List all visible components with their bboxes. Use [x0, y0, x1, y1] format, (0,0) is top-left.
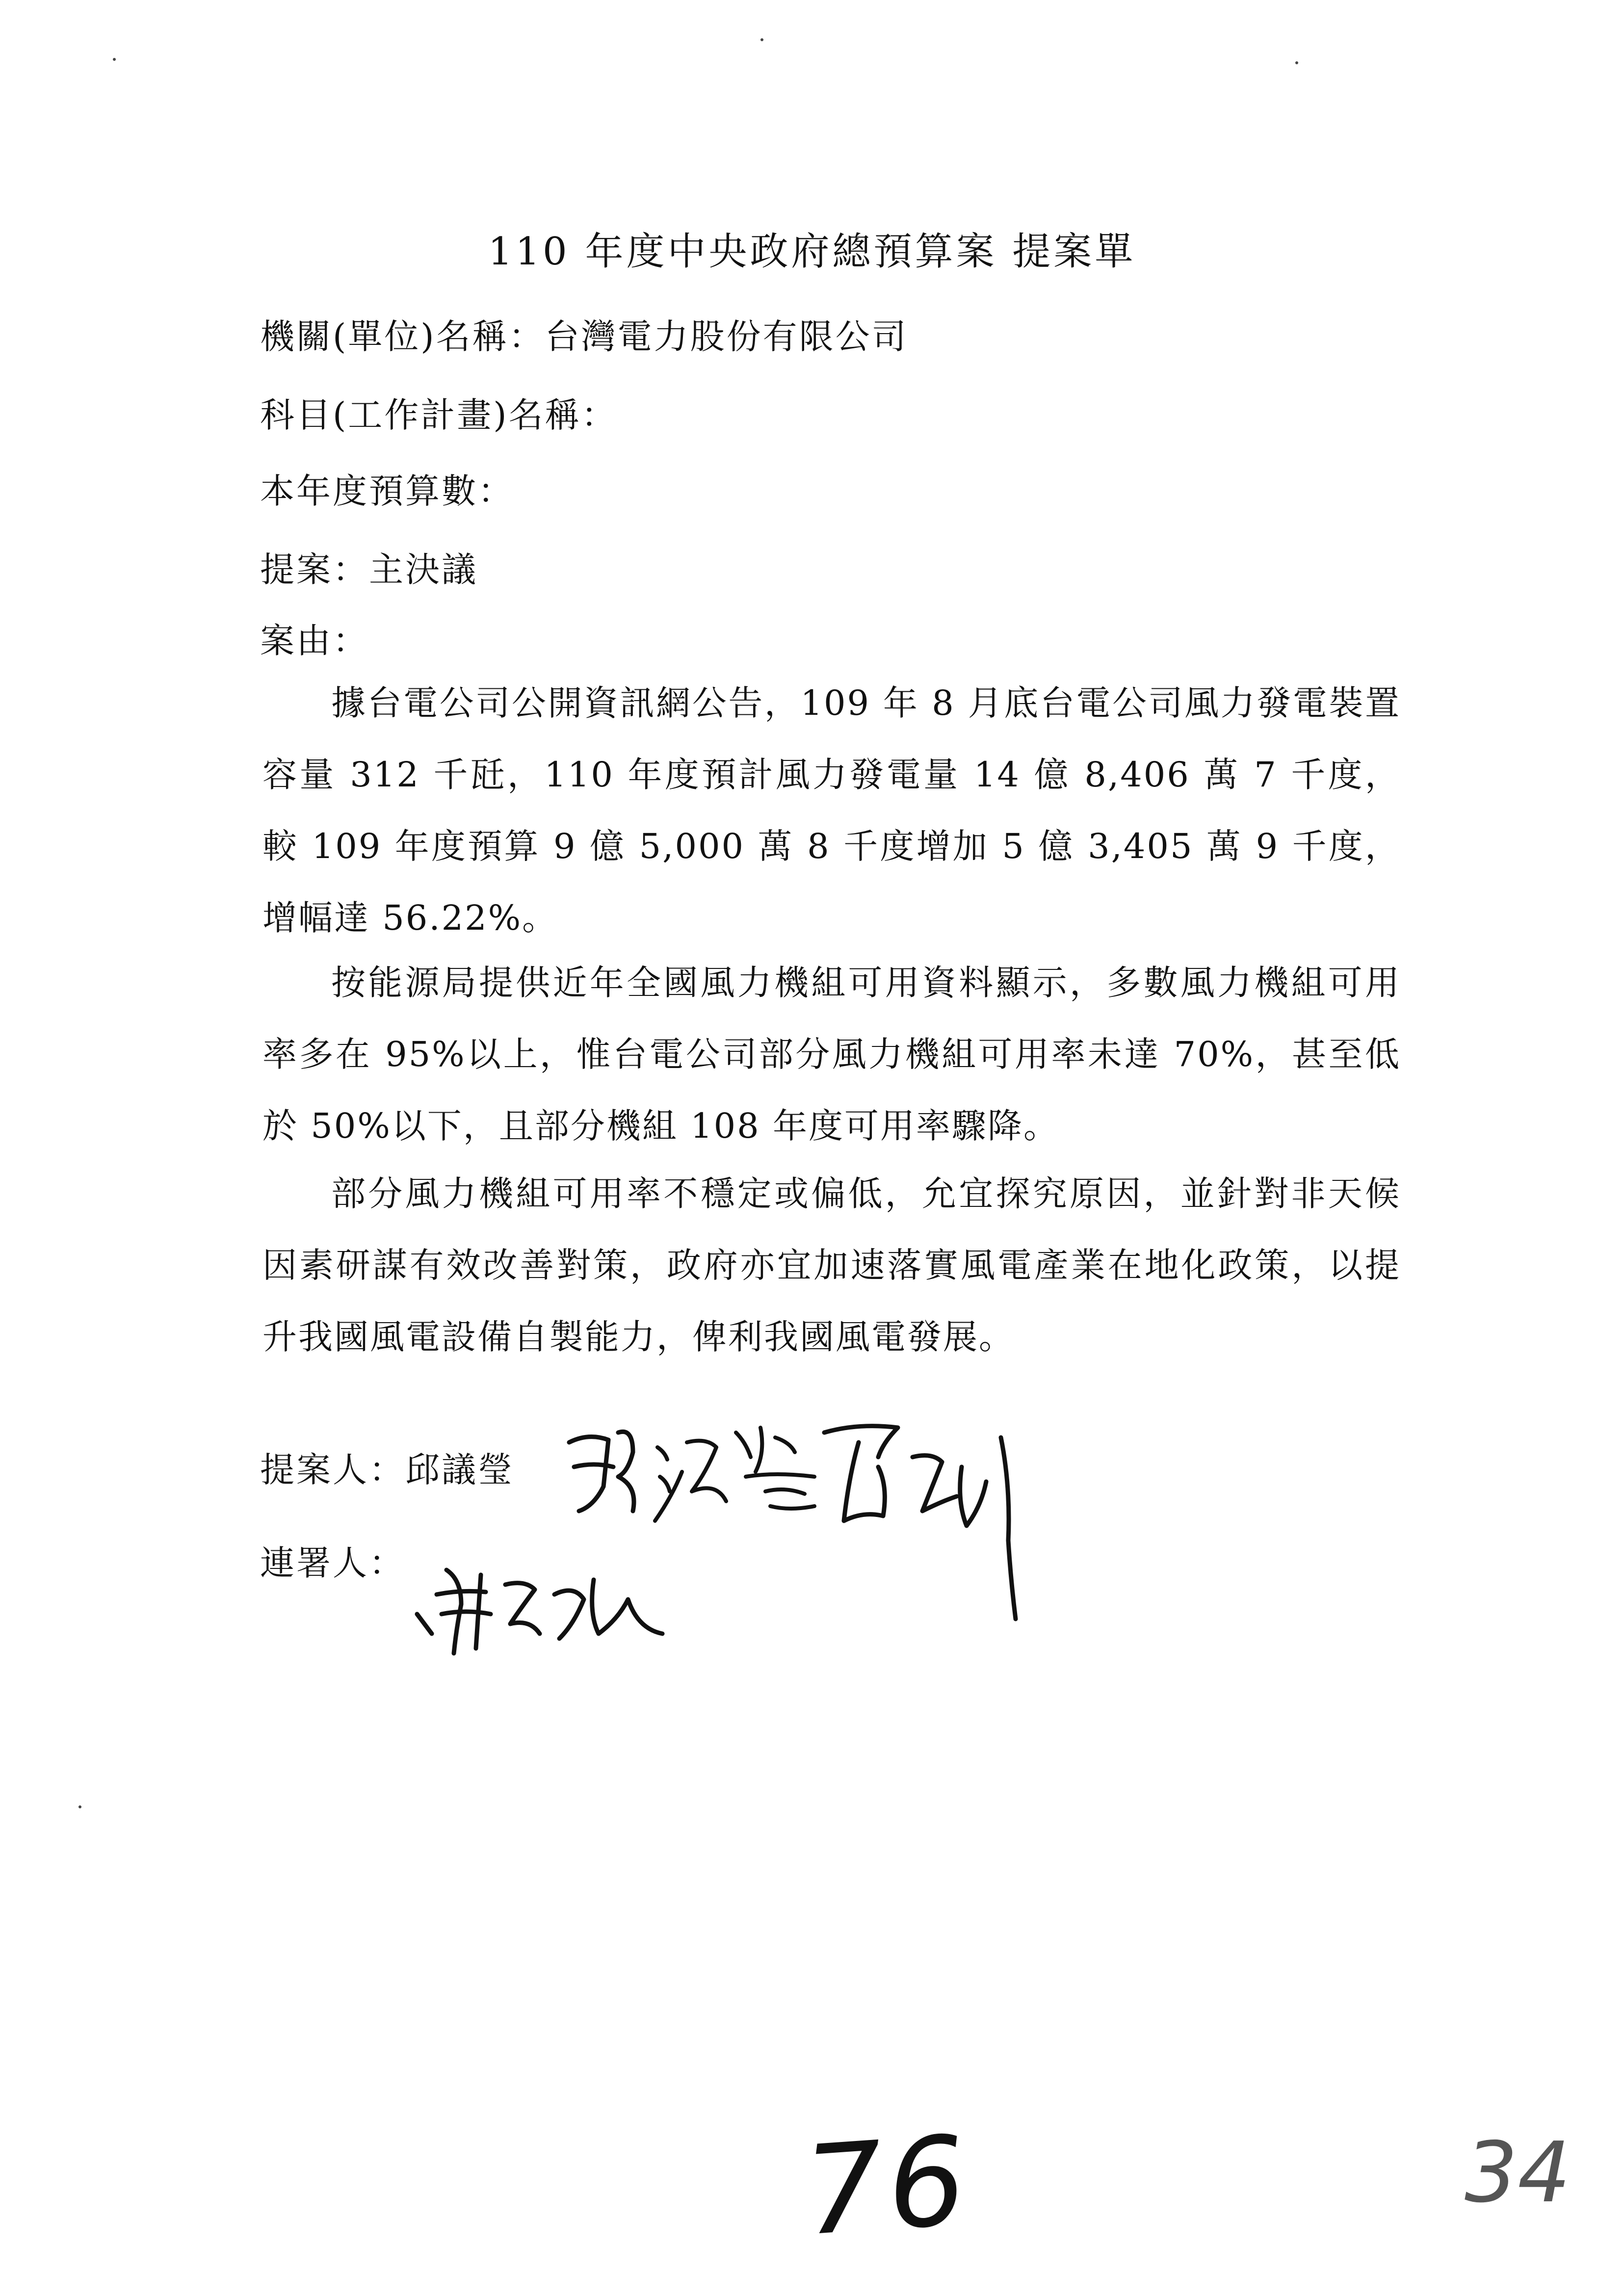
agency-field	[260, 309, 908, 359]
signature-1	[559, 1413, 834, 1540]
proposal-field	[260, 542, 478, 592]
proposal-label: 提案：	[260, 549, 369, 590]
scan-speck	[1295, 61, 1298, 64]
subject-label: 科目(工作計畫)名稱：	[260, 395, 618, 435]
agency-label: 機關(單位)名稱：	[260, 316, 545, 357]
signature-2	[814, 1413, 1045, 1629]
proposal-value: 主決議	[369, 549, 478, 590]
scan-speck	[113, 58, 116, 61]
budget-label: 本年度預算數：	[260, 471, 514, 511]
page-title: 110 年度中央政府總預算案 提案單	[488, 230, 1136, 274]
reason-paragraph-1: 據台電公司公開資訊網公告，109 年 8 月底台電公司風力發電裝置容量 312 千瓩，110 年度預計風力發電量 14 億 8,406 萬 7 千度，較 109 年度預算 9 億 5,000 萬 8 千度增加 5 億 3,405 萬 9 千度，增幅達 56.22%。	[262, 683, 1401, 938]
subject-field	[260, 388, 618, 437]
scan-speck	[760, 38, 763, 41]
proposer-name: 邱議瑩	[405, 1450, 514, 1490]
cosigner-label: 連署人：	[260, 1543, 405, 1583]
reason-paragraph-2: 按能源局提供近年全國風力機組可用資料顯示，多數風力機組可用率多在 95%以上，惟台電公司部分風力機組可用率未達 70%，甚至低於 50%以下，且部分機組 108 年度可用率驟降。	[262, 963, 1401, 1146]
handwritten-page-number: 76	[800, 2109, 975, 2263]
signature-3	[407, 1550, 677, 1663]
budget-field	[260, 464, 514, 513]
reason-paragraph-3: 部分風力機組可用率不穩定或偏低，允宜探究原因，並針對非天候因素研謀有效改善對策，政府亦宜加速落實風電產業在地化政策，以提升我國風電設備自製能力，俾利我國風電發展。	[262, 1174, 1401, 1357]
cosigner-field	[260, 1536, 405, 1585]
agency-value: 台灣電力股份有限公司	[545, 316, 908, 357]
proposer-field	[260, 1442, 514, 1492]
reason-label: 案由：	[260, 621, 369, 661]
scan-speck	[79, 1805, 81, 1808]
proposer-label: 提案人：	[260, 1450, 405, 1490]
reason-field	[260, 613, 369, 663]
handwritten-corner-number: 34	[1465, 2124, 1571, 2221]
